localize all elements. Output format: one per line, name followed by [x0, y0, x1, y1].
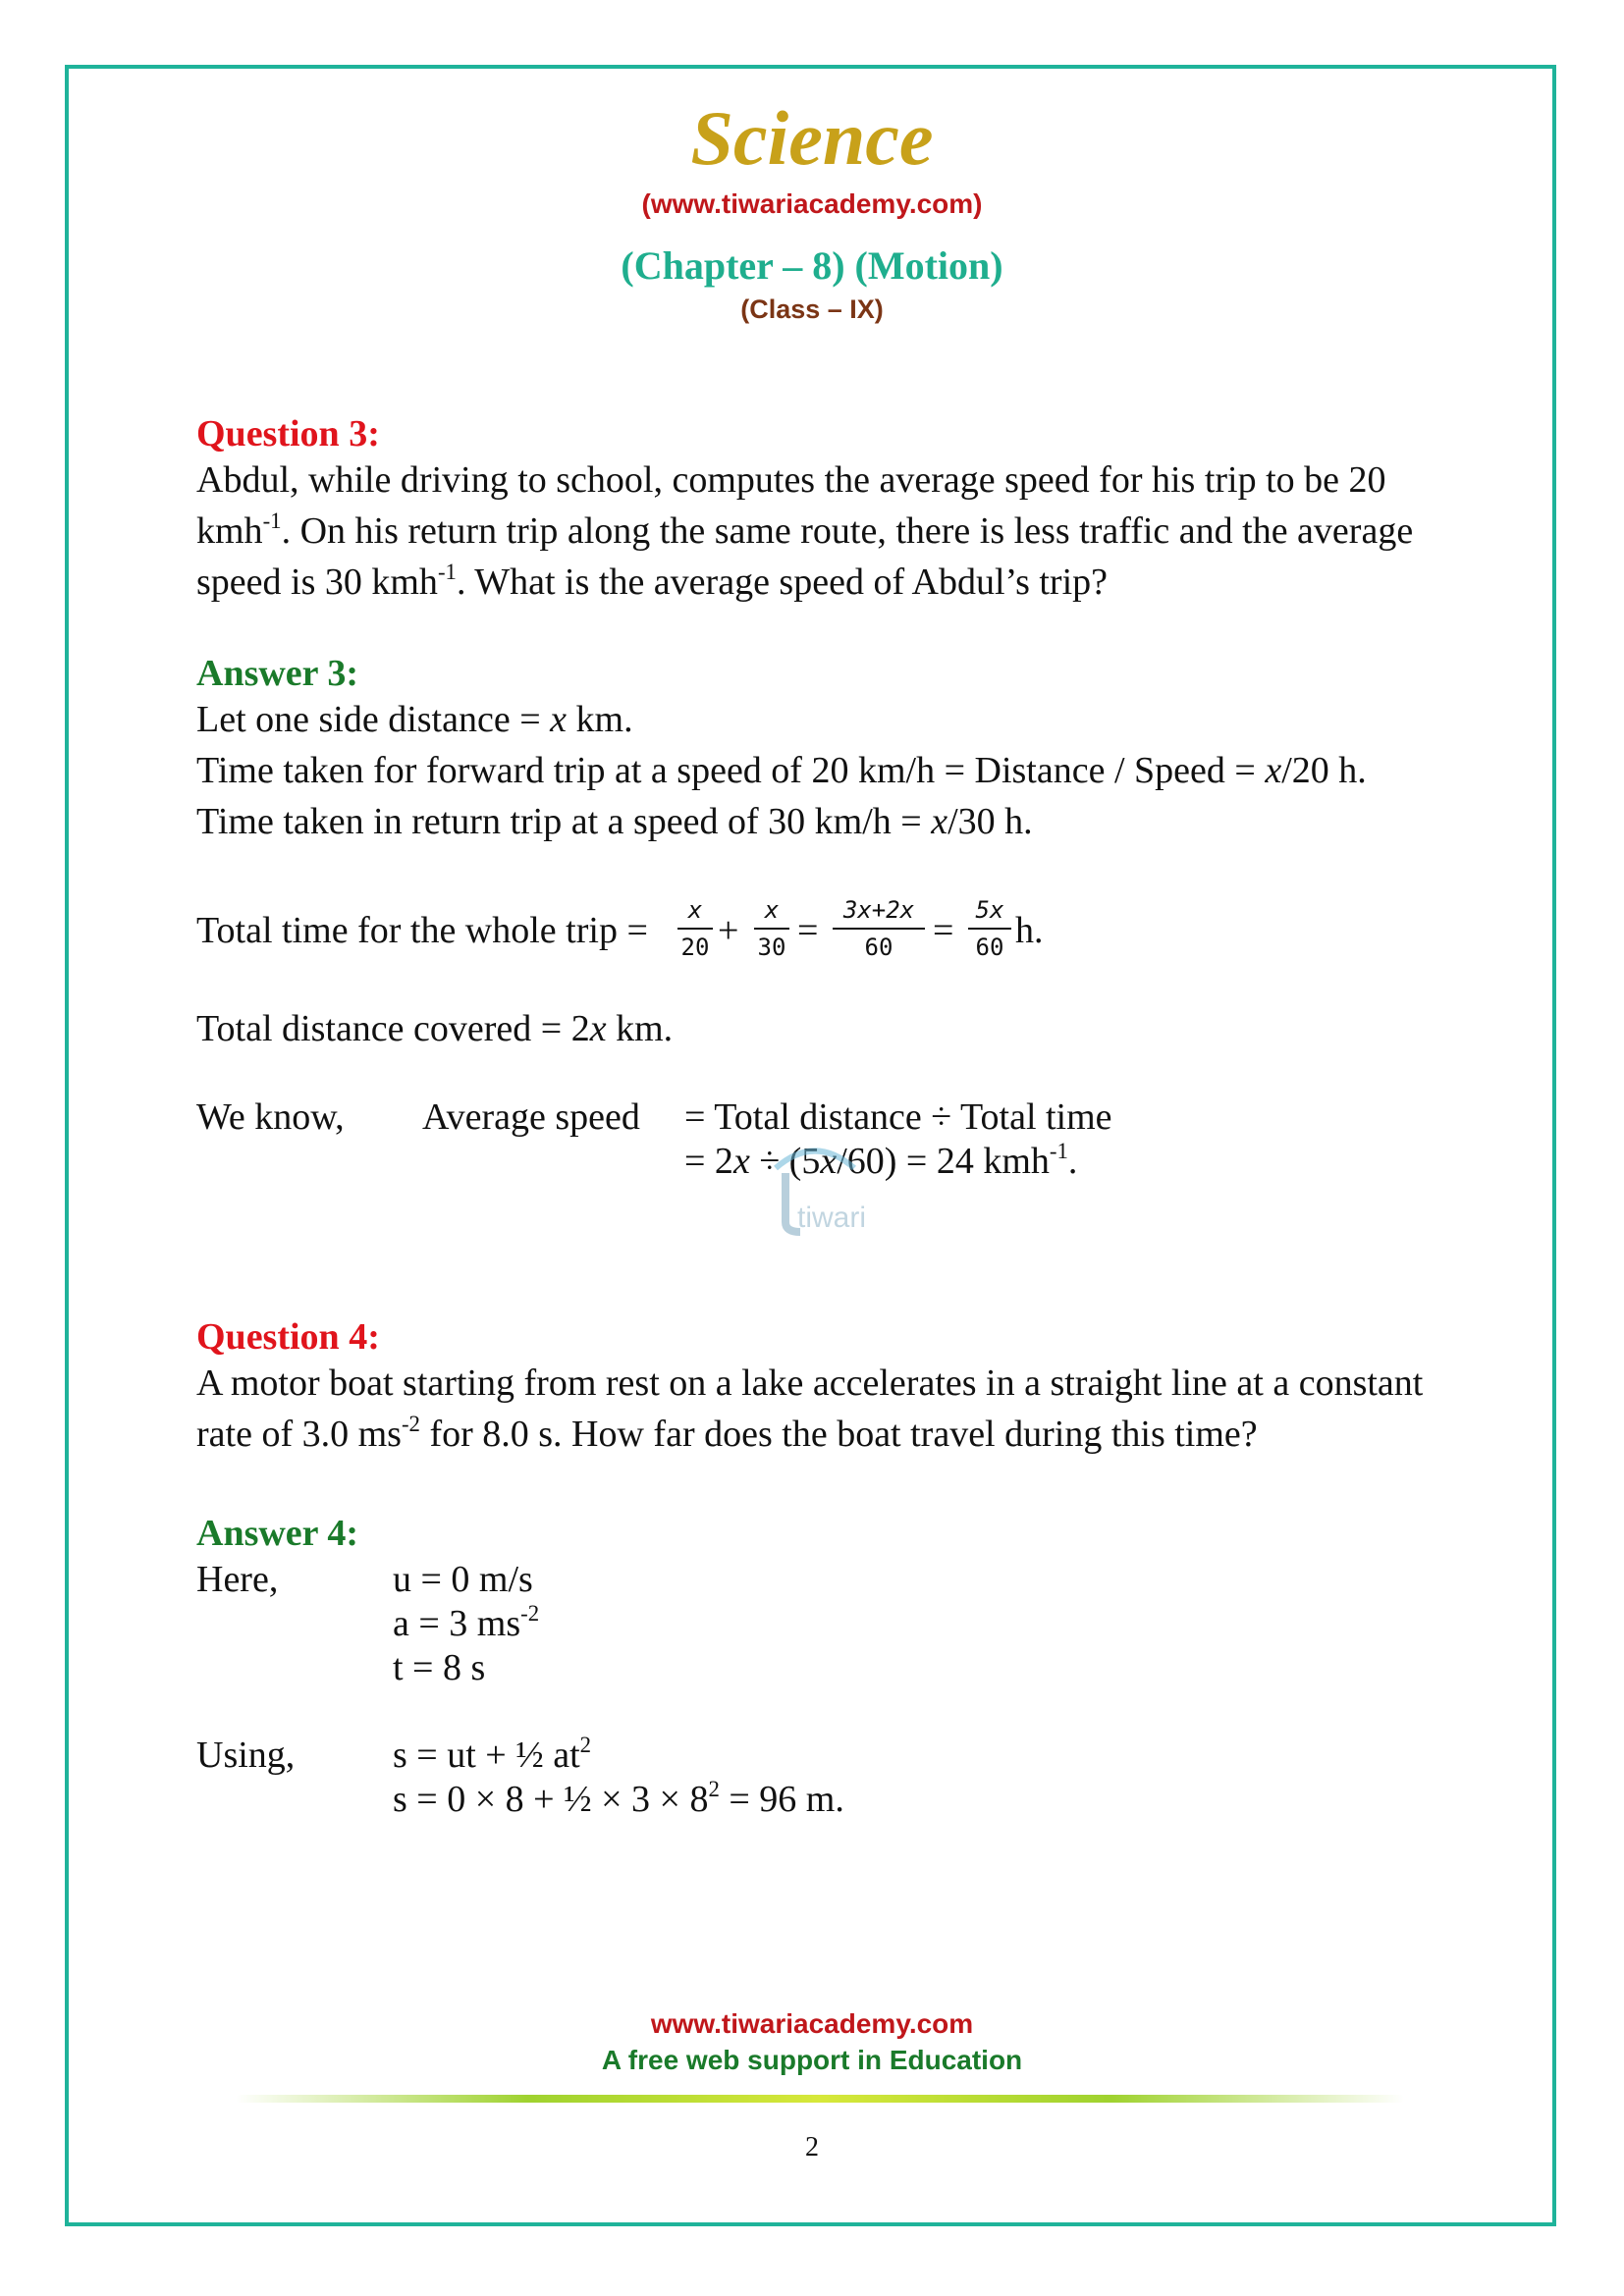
plus-sign: +	[718, 910, 739, 951]
given-values	[393, 1554, 539, 1693]
footer-tagline: A free web support in Education	[601, 2045, 1023, 2075]
answer-3-label: Answer 3:	[196, 653, 359, 694]
fraction-x-over-20: x 20	[677, 896, 713, 961]
chapter-heading: (Chapter – 8) (Motion)	[621, 243, 1003, 288]
answer-3-line-1: Let one side distance = x km.	[196, 699, 633, 740]
class-heading: (Class – IX)	[740, 294, 884, 324]
answer-3-line-3: Time taken in return trip at a speed of 30 km/h = x/30 h.	[196, 801, 1033, 842]
page-number: 2	[805, 2132, 819, 2163]
here-label: Here,	[196, 1559, 279, 1600]
fraction-x-over-30: x 30	[754, 896, 789, 961]
answer-4-label: Answer 4:	[196, 1513, 359, 1554]
we-know-label: We know,	[196, 1096, 345, 1138]
average-speed-label: Average speed	[422, 1096, 640, 1138]
answer-3-text	[196, 694, 1473, 847]
question-4-line-1: A motor boat starting from rest on a lake accelerates in a straight line at a constant	[196, 1362, 1424, 1404]
question-4-label: Question 4:	[196, 1316, 380, 1358]
average-speed-result: = 2x ÷ (5x/60) = 24 kmh$^{-1}$.	[684, 1139, 1078, 1182]
question-4-line-2: rate of 3.0 $ms^{-2}$ for 8.0 s. How far does the boat travel during this time?	[196, 1412, 1258, 1455]
footer-divider	[236, 2095, 1404, 2103]
question-3-text	[196, 454, 1434, 608]
equations	[393, 1730, 844, 1825]
watermark-text: tiwari	[797, 1201, 867, 1234]
tiwari-watermark-logo	[756, 1129, 874, 1247]
equation-formula: s = ut + ½ $at^2$	[393, 1733, 592, 1776]
footer-site-link[interactable]: www.tiwariacademy.com	[650, 2008, 974, 2039]
question-3-line-2: kmh$^{-1}$. On his return trip along the same route, there is less traffic and the average	[196, 508, 1414, 552]
question-3-label: Question 3:	[196, 413, 380, 454]
question-4-text	[196, 1358, 1473, 1460]
unit-hours: h.	[1015, 910, 1044, 951]
total-distance-line: Total distance covered = 2x km.	[196, 1008, 674, 1049]
page-title: Science	[690, 95, 934, 181]
equals-sign-2: =	[933, 910, 954, 951]
given-u: u = 0 m/s	[393, 1559, 533, 1600]
question-3-line-1: Abdul, while driving to school, computes the average speed for his trip to be 20	[196, 459, 1386, 501]
fraction-5x-over-60: 5x 60	[968, 896, 1011, 961]
given-a: a = 3 $ms^{-2}$	[393, 1601, 540, 1644]
equals-sign-1: =	[797, 910, 819, 951]
equation-substitution: s = 0 × 8 + ½ × $3 \times 8^2 = 96$ m.	[393, 1777, 844, 1820]
fraction-3x-plus-2x-over-60: 3x+2x 60	[833, 896, 925, 961]
answer-3-line-2: Time taken for forward trip at a speed of 20 km/h = Distance / Speed = x/20 h.	[196, 750, 1367, 791]
using-label: Using,	[196, 1735, 296, 1776]
header-site-link[interactable]: (www.tiwariacademy.com)	[641, 188, 983, 219]
question-3-line-3: speed is 30 kmh$^{-1}$. What is the average speed of Abdul’s trip?	[196, 560, 1108, 603]
total-time-label: Total time for the whole trip =	[196, 910, 648, 951]
given-t: t = 8 s	[393, 1647, 486, 1688]
average-speed-formula: = Total distance ÷ Total time	[684, 1096, 1112, 1138]
